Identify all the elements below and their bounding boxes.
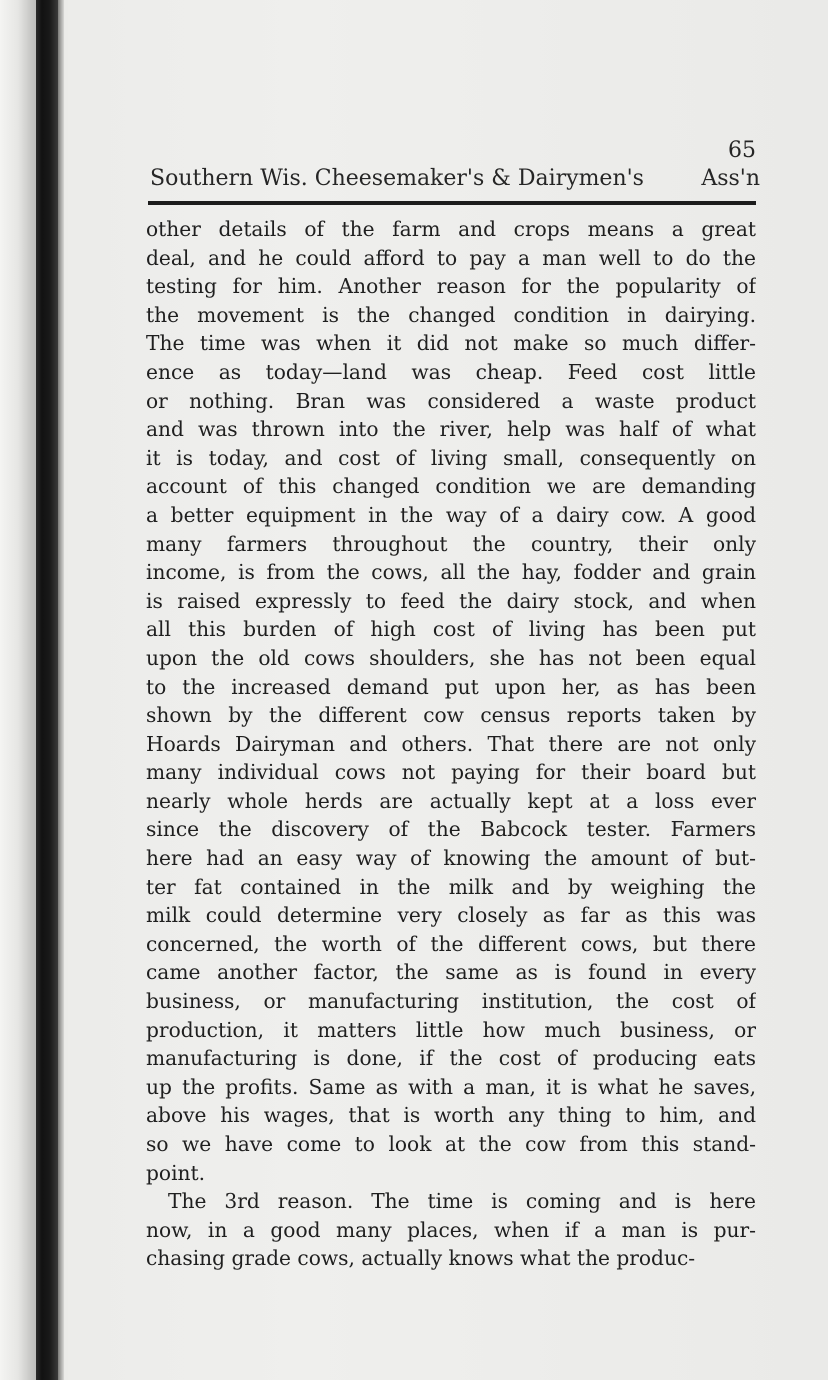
text-line: ter fat contained in the milk and by weighing the: [146, 874, 756, 899]
text-line: account of this changed condition we are demanding: [146, 474, 756, 499]
text-line: all this burden of high cost of living has been put: [146, 617, 756, 642]
text-line: deal, and he could afford to pay a man well to do the: [146, 245, 756, 270]
text-line: above his wages, that is worth any thing to him, and: [146, 1103, 756, 1128]
text-line: income, is from the cows, all the hay, fodder and grain: [146, 560, 756, 585]
text-line: concerned, the worth of the different cows, but there: [146, 931, 756, 956]
header-rule: [148, 201, 756, 205]
running-head-title: Southern Wis. Cheesemaker's & Dairymen's: [150, 166, 644, 191]
text-line: upon the old cows shoulders, she has not been equal: [146, 645, 756, 670]
running-head-abbrev: Ass'n: [701, 166, 760, 191]
binding-spine: [36, 0, 58, 1380]
book-binding: [0, 0, 62, 1380]
text-line: the movement is the changed condition in dairying.: [146, 302, 756, 327]
text-line: many individual cows not paying for their board but: [146, 760, 756, 785]
text-line: is raised expressly to feed the dairy stock, and when: [146, 588, 756, 613]
text-line: now, in a good many places, when if a man is pur-: [146, 1217, 756, 1242]
text-line: to the increased demand put upon her, as has been: [146, 674, 756, 699]
text-line: ence as today—land was cheap. Feed cost little: [146, 359, 756, 384]
binding-shadow: [0, 0, 36, 1380]
text-line: so we have come to look at the cow from this stand-: [146, 1132, 756, 1156]
text-line: point.: [146, 1160, 206, 1185]
running-head: [150, 166, 760, 198]
text-line: many farmers throughout the country, their only: [146, 531, 756, 556]
text-line: nearly whole herds are actually kept at a loss ever: [146, 788, 756, 813]
text-line: a better equipment in the way of a dairy cow. A good: [146, 502, 756, 527]
text-line: production, it matters little how much business, or: [146, 1017, 756, 1042]
text-line: chasing grade cows, actually knows what the produc-: [146, 1246, 696, 1271]
text-line: came another factor, the same as is found in every: [146, 960, 756, 985]
text-line: testing for him. Another reason for the popularity of: [146, 274, 756, 299]
text-line: or nothing. Bran was considered a waste product: [146, 388, 756, 413]
text-line: other details of the farm and crops means a great: [146, 217, 756, 241]
text-line: The time was when it did not make so much differ-: [146, 331, 756, 356]
text-line: The 3rd reason. The time is coming and is here: [168, 1189, 756, 1214]
text-line: shown by the different cow census reports taken by: [146, 703, 756, 728]
text-line: since the discovery of the Babcock tester. Farmers: [146, 817, 756, 842]
text-line: business, or manufacturing institution, the cost of: [146, 989, 756, 1014]
text-line: up the profits. Same as with a man, it is what he saves,: [146, 1074, 756, 1099]
text-line: manufacturing is done, if the cost of producing eats: [146, 1046, 756, 1071]
text-line: here had an easy way of knowing the amount of but-: [146, 846, 756, 871]
body-text: [146, 215, 756, 1273]
text-line: Hoards Dairyman and others. That there are not only: [146, 731, 756, 756]
text-line: and was thrown into the river, help was half of what: [146, 417, 756, 442]
text-line: it is today, and cost of living small, consequently on: [146, 445, 756, 470]
page-number: 65: [728, 138, 756, 163]
binding-edge: [58, 0, 64, 1380]
text-line: milk could determine very closely as far as this was: [146, 903, 756, 928]
